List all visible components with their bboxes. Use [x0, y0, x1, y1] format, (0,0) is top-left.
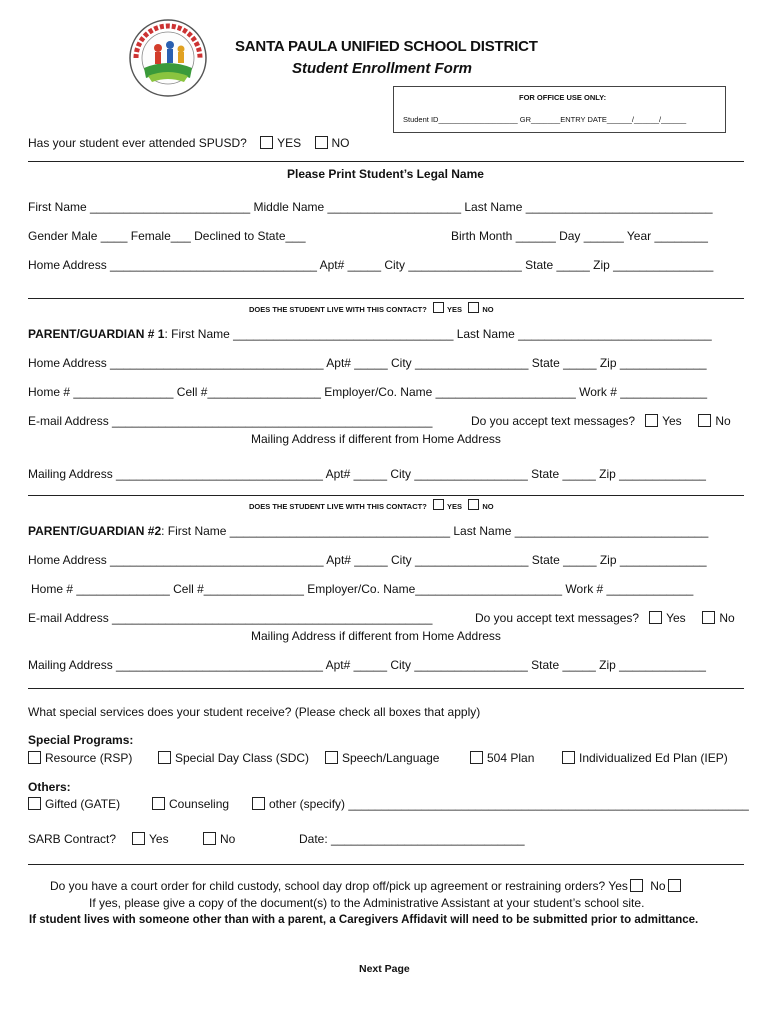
- attended-yes-label: YES: [277, 136, 302, 150]
- sarb-yes-checkbox[interactable]: [132, 832, 145, 845]
- services-question: What special services does your student receive? (Please check all boxes that apply): [28, 705, 481, 719]
- guardian2-phone-line[interactable]: Home # ______________ Cell #_______________ Employer/Co. Name______________________ Work # _____________: [31, 582, 694, 596]
- student-address-line[interactable]: Home Address _______________________________ Apt# _____ City _________________ State _____ Zip _______________: [28, 258, 714, 272]
- attended-row: [28, 136, 350, 150]
- attended-no-checkbox[interactable]: [315, 136, 328, 149]
- program-rsp[interactable]: Resource (RSP): [28, 751, 132, 765]
- live-with-yes-label: YES: [447, 502, 463, 511]
- live-with-row-1: [249, 302, 494, 314]
- live-with-row-2: [249, 499, 494, 511]
- program-rsp-checkbox[interactable]: [28, 751, 41, 764]
- live-with-question: DOES THE STUDENT LIVE WITH THIS CONTACT?: [249, 305, 427, 314]
- guardian2-address-line[interactable]: Home Address ________________________________ Apt# _____ City _________________ State _____ Zip _____________: [28, 553, 707, 567]
- program-iep-checkbox[interactable]: [562, 751, 575, 764]
- sarb-no[interactable]: No: [203, 832, 235, 846]
- live-with-yes-label: YES: [447, 305, 463, 314]
- live-with-no-label: NO: [482, 305, 494, 314]
- other-specify-checkbox[interactable]: [252, 797, 265, 810]
- live-with-no-label: NO: [482, 502, 494, 511]
- other-gifted[interactable]: Gifted (GATE): [28, 797, 120, 811]
- guardian1-text-yes-label: Yes: [662, 414, 682, 428]
- live-with-yes-checkbox[interactable]: [433, 302, 444, 313]
- office-use-line: Student ID___________________ GR_______ENTRY DATE______/______/______: [403, 115, 687, 124]
- court-question: Do you have a court order for child custody, school day drop off/pick up agreement or restraining orders? Yes: [50, 879, 628, 893]
- guardian2-text-no-label: No: [719, 611, 735, 625]
- guardian2-name-row[interactable]: [28, 524, 708, 538]
- guardian1-text-row: [471, 414, 731, 428]
- guardian2-mailing-note: Mailing Address if different from Home Address: [251, 629, 501, 643]
- program-speech-checkbox[interactable]: [325, 751, 338, 764]
- sarb-label: SARB Contract?: [28, 832, 117, 846]
- court-yes-checkbox[interactable]: [630, 879, 643, 892]
- district-title: SANTA PAULA UNIFIED SCHOOL DISTRICT: [235, 38, 538, 55]
- guardian1-name-row[interactable]: [28, 327, 712, 341]
- program-sdc[interactable]: Special Day Class (SDC): [158, 751, 309, 765]
- guardian1-phone-line[interactable]: Home # _______________ Cell #_________________ Employer/Co. Name _____________________ Work # _____________: [28, 385, 707, 399]
- guardian1-label: PARENT/GUARDIAN # 1: [28, 327, 165, 341]
- guardian1-name-line: : First Name _________________________________ Last Name _____________________________: [164, 327, 712, 341]
- guardian1-text-yes-checkbox[interactable]: [645, 414, 658, 427]
- attended-yes-checkbox[interactable]: [260, 136, 273, 149]
- district-seal-logo: [128, 18, 208, 98]
- guardian2-mailing-line[interactable]: Mailing Address _______________________________ Apt# _____ City _________________ State _____ Zip _____________: [28, 658, 706, 672]
- others-label: Others:: [28, 780, 71, 794]
- guardian2-text-yes-label: Yes: [666, 611, 686, 625]
- court-no-label: No: [650, 879, 666, 893]
- other-gifted-checkbox[interactable]: [28, 797, 41, 810]
- live-with-no-checkbox[interactable]: [468, 302, 479, 313]
- guardian2-name-line: : First Name _________________________________ Last Name _____________________________: [161, 524, 709, 538]
- guardian2-text-question: Do you accept text messages?: [475, 611, 640, 625]
- guardian2-text-row: [475, 611, 735, 625]
- office-use-title: FOR OFFICE USE ONLY:: [519, 93, 607, 102]
- program-sdc-checkbox[interactable]: [158, 751, 171, 764]
- live-with-question: DOES THE STUDENT LIVE WITH THIS CONTACT?: [249, 502, 427, 511]
- program-iep[interactable]: Individualized Ed Plan (IEP): [562, 751, 728, 765]
- attended-no-label: NO: [331, 136, 350, 150]
- other-specify[interactable]: other (specify) ____________________________________________________________: [252, 797, 749, 811]
- other-counseling[interactable]: Counseling: [152, 797, 229, 811]
- live-with-yes-checkbox[interactable]: [433, 499, 444, 510]
- divider: [28, 298, 744, 299]
- student-heading: Please Print Student’s Legal Name: [287, 167, 484, 181]
- court-row: [50, 879, 685, 893]
- form-title: Student Enrollment Form: [292, 60, 472, 77]
- special-programs-label: Special Programs:: [28, 733, 134, 747]
- student-gender-line[interactable]: Gender Male ____ Female___ Declined to State___: [28, 229, 306, 243]
- next-page-label: Next Page: [359, 963, 410, 975]
- student-name-line[interactable]: First Name ________________________ Middle Name ____________________ Last Name ____________________________: [28, 200, 713, 214]
- guardian1-mailing-line[interactable]: Mailing Address _______________________________ Apt# _____ City _________________ State _____ Zip _____________: [28, 467, 706, 481]
- divider: [28, 688, 744, 689]
- live-with-no-checkbox[interactable]: [468, 499, 479, 510]
- program-speech[interactable]: Speech/Language: [325, 751, 439, 765]
- guardian2-text-yes-checkbox[interactable]: [649, 611, 662, 624]
- divider: [28, 864, 744, 865]
- program-504-checkbox[interactable]: [470, 751, 483, 764]
- guardian1-text-no-checkbox[interactable]: [698, 414, 711, 427]
- court-line-3: If student lives with someone other than with a parent, a Caregivers Affidavit will need to be submitted prior to admittance.: [29, 914, 699, 926]
- guardian1-address-line[interactable]: Home Address ________________________________ Apt# _____ City _________________ State _____ Zip _____________: [28, 356, 707, 370]
- court-no-checkbox[interactable]: [668, 879, 681, 892]
- guardian2-label: PARENT/GUARDIAN #2: [28, 524, 162, 538]
- office-use-box: [393, 86, 726, 133]
- divider: [28, 495, 744, 496]
- sarb-date-line[interactable]: Date: _____________________________: [299, 832, 525, 846]
- guardian1-text-no-label: No: [715, 414, 731, 428]
- guardian1-email-line[interactable]: E-mail Address ________________________________________________: [28, 414, 433, 428]
- guardian2-email-line[interactable]: E-mail Address ________________________________________________: [28, 611, 433, 625]
- attended-question: Has your student ever attended SPUSD?: [28, 136, 247, 150]
- program-504[interactable]: 504 Plan: [470, 751, 534, 765]
- divider: [28, 161, 744, 162]
- guardian2-text-no-checkbox[interactable]: [702, 611, 715, 624]
- court-line-2: If yes, please give a copy of the document(s) to the Administrative Assistant at your student’s school site.: [89, 896, 645, 910]
- sarb-no-checkbox[interactable]: [203, 832, 216, 845]
- other-counseling-checkbox[interactable]: [152, 797, 165, 810]
- guardian1-text-question: Do you accept text messages?: [471, 414, 636, 428]
- sarb-yes[interactable]: Yes: [132, 832, 169, 846]
- student-birth-line[interactable]: Birth Month ______ Day ______ Year ________: [451, 229, 708, 243]
- guardian1-mailing-note: Mailing Address if different from Home Address: [251, 432, 501, 446]
